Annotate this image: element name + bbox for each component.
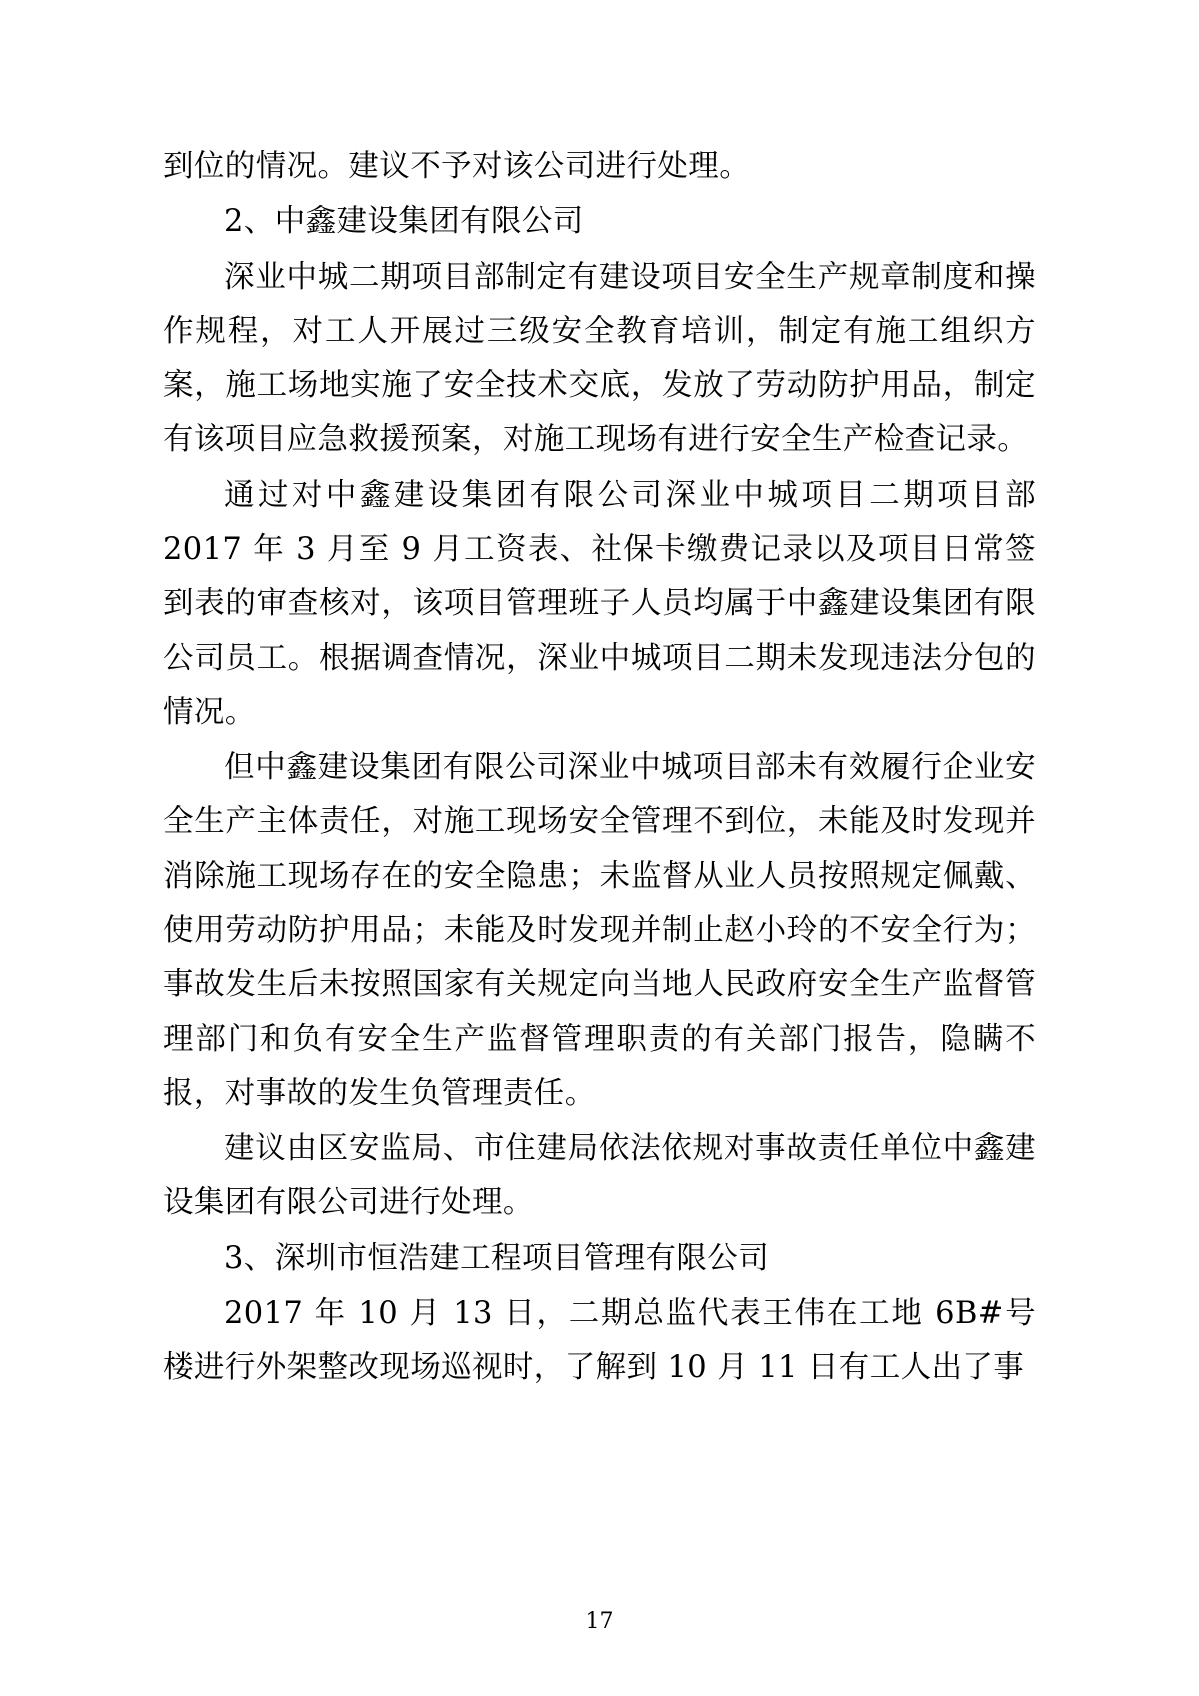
paragraph: 通过对中鑫建设集团有限公司深业中城项目二期项目部 2017 年 3 月至 9 月工资表、社保卡缴费记录以及项目日常签到表的审查核对，该项目管理班子人员均属于中鑫建设集团有限公司员工。根据调查情况，深业中城项目二期未发现违法分包的情况。	[163, 477, 1036, 730]
page-number: 17	[585, 1609, 614, 1634]
document-body	[163, 140, 1036, 1395]
paragraph: 但中鑫建设集团有限公司深业中城项目部未有效履行企业安全生产主体责任，对施工现场安全管理不到位，未能及时发现并消除施工现场存在的安全隐患；未监督从业人员按照规定佩戴、使用劳动防护用品；未能及时发现并制止赵小玲的不安全行为；事故发生后未按照国家有关规定向当地人民政府安全生产监督管理部门和负有安全生产监督管理职责的有关部门报告，隐瞒不报，对事故的发生负管理责任。	[163, 750, 1036, 1111]
paragraph: 深业中城二期项目部制定有建设项目安全生产规章制度和操作规程，对工人开展过三级安全教育培训，制定有施工组织方案，施工场地实施了安全技术交底，发放了劳动防护用品，制定有该项目应急救援预案，对施工现场有进行安全生产检查记录。	[163, 259, 1036, 458]
paragraph: 到位的情况。建议不予对该公司进行处理。	[163, 149, 751, 184]
paragraph: 建议由区安监局、市住建局依法依规对事故责任单位中鑫建设集团有限公司进行处理。	[163, 1131, 1036, 1221]
paragraph-heading-2: 2、中鑫建设集团有限公司	[224, 204, 584, 240]
paragraph-heading-3: 3、深圳市恒浩建工程项目管理有限公司	[224, 1240, 770, 1276]
paragraph: 2017 年 10 月 13 日，二期总监代表王伟在工地 6B#号楼进行外架整改现场巡视时，了解到 10 月 11 日有工人出了事	[163, 1295, 1036, 1386]
